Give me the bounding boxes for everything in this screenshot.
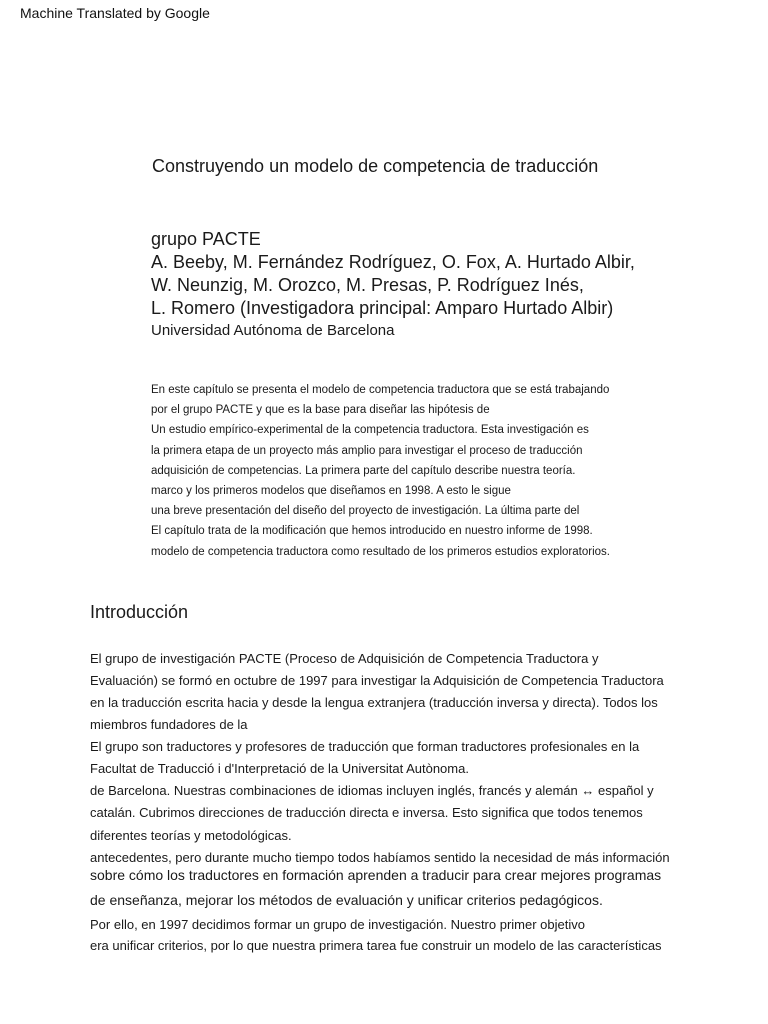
body-line: miembros fundadores de la [90,717,248,732]
group-name: grupo PACTE [151,229,261,249]
abstract-line: la primera etapa de un proyecto más amplio para investigar el proceso de traducción [151,444,583,457]
author-line: A. Beeby, M. Fernández Rodríguez, O. Fox, A. Hurtado Albir, [151,252,635,272]
body-line: Por ello, en 1997 decidimos formar un grupo de investigación. Nuestro primer objetivo [90,917,585,932]
abstract-line: El capítulo trata de la modificación que hemos introducido en nuestro informe de 1998. [151,525,593,538]
body-line: El grupo de investigación PACTE (Proceso de Adquisición de Competencia Traductora y [90,651,599,666]
chapter-title: Construyendo un modelo de competencia de traducción [152,156,599,176]
affiliation: Universidad Autónoma de Barcelona [151,322,395,339]
abstract-line: por el grupo PACTE y que es la base para diseñar las hipótesis de [151,404,490,417]
abstract [151,380,610,562]
machine-translation-banner: Machine Translated by Google [20,5,210,21]
body-line: Evaluación) se formó en octubre de 1997 para investigar la Adquisición de Competencia Traductora [90,673,664,688]
abstract-line: En este capítulo se presenta el modelo de competencia traductora que se está trabajando [151,384,610,396]
abstract-line: modelo de competencia traductora como resultado de los primeros estudios exploratorios. [151,545,610,558]
body-line: era unificar criterios, por lo que nuestra primera tarea fue construir un modelo de las características [90,938,662,953]
abstract-line: marco y los primeros modelos que diseñamos en 1998. A esto le sigue [151,485,511,498]
abstract-line: Un estudio empírico-experimental de la competencia traductora. Esta investigación es [151,424,589,437]
body-line: El grupo son traductores y profesores de traducción que forman traductores profesionales en la [90,739,640,754]
body-line: antecedentes, pero durante mucho tiempo todos habíamos sentido la necesidad de más información [90,850,670,865]
body-line: sobre cómo los traductores en formación aprenden a traducir para crear mejores programas [90,867,662,883]
body-line: de Barcelona. Nuestras combinaciones de idiomas incluyen inglés, francés y alemán ↔ español y [90,783,654,798]
author-line: W. Neunzig, M. Orozco, M. Presas, P. Rodríguez Inés, [151,275,584,295]
body-line: catalán. Cubrimos direcciones de traducción directa e inversa. Esto significa que todos tenemos [90,805,643,820]
body-line: en la traducción escrita hacia y desde la lengua extranjera (traducción inversa y directa). Todos los [90,695,658,710]
body-line: diferentes teorías y metodológicas. [90,828,292,843]
section-heading-introduction: Introducción [90,602,189,622]
abstract-line: una breve presentación del diseño del proyecto de investigación. La última parte del [151,505,580,518]
abstract-line: adquisición de competencias. La primera parte del capítulo describe nuestra teoría. [151,464,576,477]
body-line: de enseñanza, mejorar los métodos de evaluación y unificar criterios pedagógicos. [90,892,603,908]
body-line: Facultat de Traducció i d'Interpretació de la Universitat Autònoma. [90,761,469,776]
author-line: L. Romero (Investigadora principal: Amparo Hurtado Albir) [151,298,614,318]
author-block [151,228,635,320]
